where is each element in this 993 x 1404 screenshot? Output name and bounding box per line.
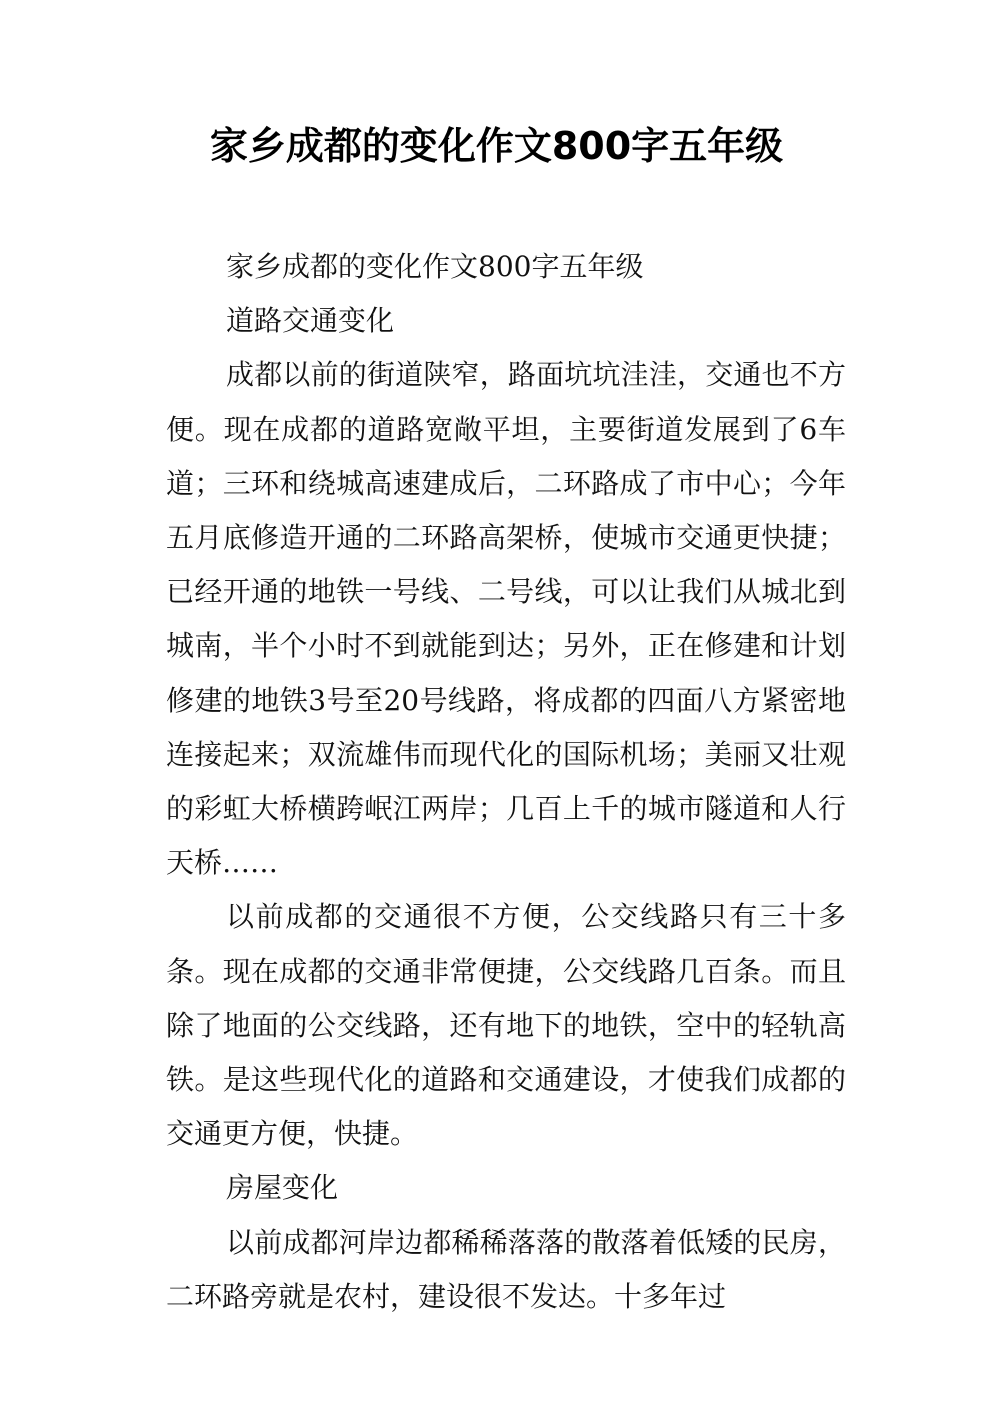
paragraph-housing: 以前成都河岸边都稀稀落落的散落着低矮的民房，二环路旁就是农村，建设很不发达。十多年过 (166, 1225, 846, 1313)
paragraph-transit: 以前成都的交通很不方便，公交线路只有三十多条。现在成都的交通非常便捷，公交线路几百条。而且除了地面的公交线路，还有地下的地铁，空中的轻轨高铁。是这些现代化的道路和交通建设，才使我们成都的交通更方便，快捷。 (166, 900, 846, 1151)
paragraph-intro-title: 家乡成都的变化作文800字五年级 (226, 250, 644, 283)
section-heading-traffic: 道路交通变化 (226, 304, 395, 338)
document-body (166, 240, 846, 1324)
paragraph-roads: 成都以前的街道陕窄，路面坑坑洼洼，交通也不方便。现在成都的道路宽敞平坦，主要街道发展到了6车道；三环和绕城高速建成后，二环路成了市中心；今年五月底修造开通的二环路高架桥，使城市交通更快捷；已经开通的地铁一号线、二号线，可以让我们从城北到城南，半个小时不到就能到达；另外，正在修建和计划修建的地铁3号至20号线路，将成都的四面八方紧密地连接起来；双流雄伟而现代化的国际机场；美丽又壮观的彩虹大桥横跨岷江两岸；几百上千的城市隧道和人行天桥…… (166, 358, 846, 880)
document-title: 家乡成都的变化作文800字五年级 (209, 124, 784, 168)
section-heading-housing: 房屋变化 (226, 1171, 339, 1205)
